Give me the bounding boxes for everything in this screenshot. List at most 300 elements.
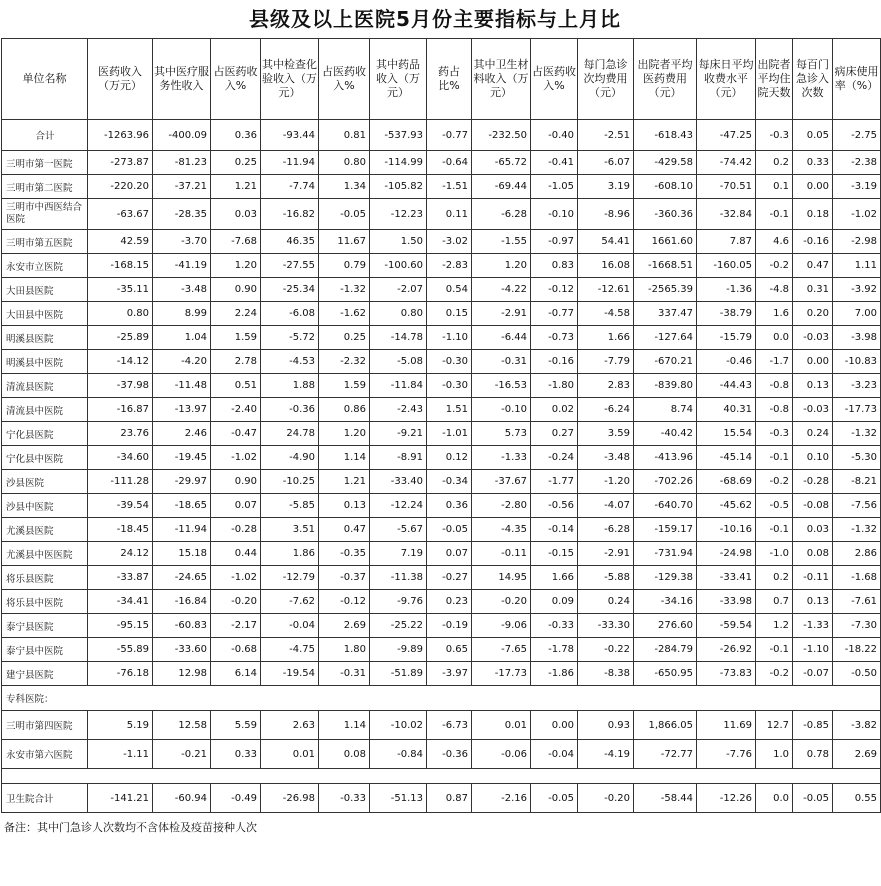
value-cell: -60.83 [153,614,211,638]
value-cell: -0.77 [531,302,578,326]
value-cell: 0.79 [319,254,370,278]
value-cell: -6.73 [427,711,472,740]
value-cell: -63.67 [88,199,153,230]
value-cell: -0.46 [697,350,756,374]
value-cell: 7.87 [697,230,756,254]
value-cell: -4.75 [261,638,319,662]
value-cell: 2.78 [211,350,261,374]
value-cell: -28.35 [153,199,211,230]
value-cell: 0.51 [211,374,261,398]
value-cell: -76.18 [88,662,153,686]
value-cell: -33.60 [153,638,211,662]
value-cell: -8.96 [578,199,634,230]
value-cell: -25.34 [261,278,319,302]
value-cell: 0.00 [793,350,833,374]
table-row [2,446,881,470]
value-cell: 0.47 [793,254,833,278]
column-header: 医药收入（万元） [88,39,153,120]
value-cell: -13.97 [153,398,211,422]
unit-name-cell: 将乐县医院 [2,566,88,590]
value-cell: 0.87 [427,784,472,813]
value-cell: -2.91 [472,302,531,326]
value-cell: 0.65 [427,638,472,662]
value-cell: -15.79 [697,326,756,350]
value-cell: 8.99 [153,302,211,326]
value-cell: -1.86 [531,662,578,686]
value-cell: 0.03 [793,518,833,542]
table-row [2,230,881,254]
value-cell: 0.7 [756,590,793,614]
value-cell: -12.61 [578,278,634,302]
value-cell: -640.70 [634,494,697,518]
value-cell: 1.50 [370,230,427,254]
value-cell: -34.16 [634,590,697,614]
table-row [2,518,881,542]
value-cell: -2.51 [578,120,634,151]
value-cell: 0.90 [211,278,261,302]
column-header: 出院者平均医药费用（元） [634,39,697,120]
value-cell: 1.59 [211,326,261,350]
value-cell: 0.23 [427,590,472,614]
value-cell: -105.82 [370,175,427,199]
value-cell: -1668.51 [634,254,697,278]
value-cell: 0.33 [211,740,261,769]
value-cell: -11.38 [370,566,427,590]
table-title: 县级及以上医院5月份主要指标与上月比 [249,7,621,31]
value-cell: 2.24 [211,302,261,326]
unit-name-cell: 尤溪县中医医院 [2,542,88,566]
value-cell: -0.11 [793,566,833,590]
table-row [2,566,881,590]
value-cell: 0.0 [756,784,793,813]
value-cell: 1.04 [153,326,211,350]
value-cell: 5.59 [211,711,261,740]
value-cell: -26.92 [697,638,756,662]
value-cell: -1.02 [211,446,261,470]
value-cell: -127.64 [634,326,697,350]
table-row [2,398,881,422]
value-cell: -7.65 [472,638,531,662]
column-header: 其中药品收入（万元） [370,39,427,120]
column-header: 其中卫生材料收入（万元） [472,39,531,120]
value-cell: -0.20 [472,590,531,614]
value-cell: -0.1 [756,638,793,662]
value-cell: -0.97 [531,230,578,254]
value-cell: 0.27 [531,422,578,446]
value-cell: -33.98 [697,590,756,614]
table-row [2,175,881,199]
value-cell: 12.7 [756,711,793,740]
unit-name-cell: 大田县医院 [2,278,88,302]
value-cell: -0.16 [793,230,833,254]
value-cell: 0.02 [531,398,578,422]
value-cell: -11.94 [153,518,211,542]
value-cell: 7.00 [833,302,881,326]
value-cell: -0.85 [793,711,833,740]
value-cell: -4.90 [261,446,319,470]
value-cell: 0.09 [531,590,578,614]
value-cell: -129.38 [634,566,697,590]
value-cell: -1263.96 [88,120,153,151]
value-cell: -33.87 [88,566,153,590]
value-cell: 0.25 [319,326,370,350]
value-cell: -0.30 [427,350,472,374]
value-cell: 0.80 [370,302,427,326]
value-cell: 0.81 [319,120,370,151]
value-cell: -74.42 [697,151,756,175]
value-cell: -18.22 [833,638,881,662]
value-cell: -1.10 [427,326,472,350]
value-cell: 0.1 [756,175,793,199]
value-cell: -1.33 [793,614,833,638]
value-cell: -0.1 [756,199,793,230]
value-cell: -6.08 [261,302,319,326]
value-cell: -65.72 [472,151,531,175]
value-cell: 46.35 [261,230,319,254]
table-row [2,374,881,398]
section-label-row [2,686,881,711]
value-cell: 42.59 [88,230,153,254]
value-cell: 0.08 [793,542,833,566]
value-cell: -1.02 [833,199,881,230]
table-row [2,151,881,175]
value-cell: -2.75 [833,120,881,151]
value-cell: -731.94 [634,542,697,566]
unit-name-cell: 泰宁县中医院 [2,638,88,662]
value-cell: 3.51 [261,518,319,542]
value-cell: 0.00 [531,711,578,740]
value-cell: 0.0 [756,326,793,350]
value-cell: 7.19 [370,542,427,566]
value-cell: -0.20 [578,784,634,813]
value-cell: -1.62 [319,302,370,326]
value-cell: -3.19 [833,175,881,199]
column-header: 占医药收入% [531,39,578,120]
value-cell: -16.53 [472,374,531,398]
value-cell: -284.79 [634,638,697,662]
value-cell: -3.23 [833,374,881,398]
value-cell: -4.22 [472,278,531,302]
total-row [2,120,881,151]
value-cell: -37.98 [88,374,153,398]
value-cell: 0.86 [319,398,370,422]
value-cell: -2.38 [833,151,881,175]
value-cell: -33.41 [697,566,756,590]
value-cell: -58.44 [634,784,697,813]
value-cell: -59.54 [697,614,756,638]
value-cell: -27.55 [261,254,319,278]
value-cell: 0.13 [793,590,833,614]
unit-name-cell: 三明市中西医结合医院 [2,199,88,230]
value-cell: -1.32 [833,518,881,542]
value-cell: -0.2 [756,470,793,494]
value-cell: 0.10 [793,446,833,470]
value-cell: -93.44 [261,120,319,151]
value-cell: -70.51 [697,175,756,199]
value-cell: -29.97 [153,470,211,494]
spacer [2,769,881,784]
value-cell: -11.94 [261,151,319,175]
value-cell: -37.67 [472,470,531,494]
value-cell: -12.24 [370,494,427,518]
value-cell: -4.58 [578,302,634,326]
column-header: 每门急诊次均费用（元） [578,39,634,120]
value-cell: -33.30 [578,614,634,638]
value-cell: 11.69 [697,711,756,740]
value-cell: 0.18 [793,199,833,230]
value-cell: -0.12 [531,278,578,302]
value-cell: 14.95 [472,566,531,590]
value-cell: -3.02 [427,230,472,254]
column-header: 出院者平均住院天数 [756,39,793,120]
value-cell: -0.07 [793,662,833,686]
value-cell: -14.78 [370,326,427,350]
value-cell: -0.1 [756,518,793,542]
value-cell: -51.13 [370,784,427,813]
value-cell: -0.33 [319,784,370,813]
value-cell: -0.3 [756,120,793,151]
value-cell: -168.15 [88,254,153,278]
value-cell: 2.83 [578,374,634,398]
value-cell: 1.11 [833,254,881,278]
table-row [2,302,881,326]
value-cell: -12.26 [697,784,756,813]
value-cell: 1.14 [319,711,370,740]
value-cell: -33.40 [370,470,427,494]
value-cell: -608.10 [634,175,697,199]
value-cell: -5.67 [370,518,427,542]
value-cell: -0.50 [833,662,881,686]
unit-name-cell: 三明市第五医院 [2,230,88,254]
value-cell: -2.43 [370,398,427,422]
unit-name-cell: 宁化县医院 [2,422,88,446]
value-cell: -0.1 [756,446,793,470]
value-cell: -0.64 [427,151,472,175]
value-cell: -1.55 [472,230,531,254]
value-cell: 1.34 [319,175,370,199]
value-cell: 1.66 [531,566,578,590]
value-cell: 1.88 [261,374,319,398]
value-cell: 8.74 [634,398,697,422]
value-cell: 15.18 [153,542,211,566]
value-cell: -650.95 [634,662,697,686]
value-cell: -670.21 [634,350,697,374]
value-cell: -0.05 [427,518,472,542]
value-cell: -0.04 [531,740,578,769]
table-row [2,740,881,769]
unit-name-cell: 宁化县中医院 [2,446,88,470]
value-cell: 2.69 [833,740,881,769]
value-cell: 0.03 [211,199,261,230]
value-cell: -2.17 [211,614,261,638]
value-cell: 0.78 [793,740,833,769]
value-cell: -0.84 [370,740,427,769]
column-header: 每百门急诊入次数 [793,39,833,120]
unit-name-cell: 建宁县医院 [2,662,88,686]
value-cell: 16.08 [578,254,634,278]
value-cell: -7.74 [261,175,319,199]
value-cell: 0.80 [319,151,370,175]
value-cell: -1.01 [427,422,472,446]
value-cell: -0.27 [427,566,472,590]
value-cell: -73.83 [697,662,756,686]
value-cell: -273.87 [88,151,153,175]
value-cell: -0.28 [793,470,833,494]
value-cell: 0.93 [578,711,634,740]
value-cell: 1.86 [261,542,319,566]
value-cell: -9.06 [472,614,531,638]
value-cell: -0.49 [211,784,261,813]
table-row [2,326,881,350]
value-cell: -1.10 [793,638,833,662]
value-cell: 0.2 [756,151,793,175]
column-header: 药占比% [427,39,472,120]
value-cell: -2.40 [211,398,261,422]
value-cell: -9.21 [370,422,427,446]
value-cell: 0.54 [427,278,472,302]
value-cell: 1.51 [427,398,472,422]
value-cell: -39.54 [88,494,153,518]
value-cell: 2.63 [261,711,319,740]
value-cell: 6.14 [211,662,261,686]
value-cell: 1.20 [319,422,370,446]
value-cell: -1.33 [472,446,531,470]
table-row [2,590,881,614]
value-cell: 1.66 [578,326,634,350]
unit-name-cell: 明溪县中医院 [2,350,88,374]
value-cell: 3.59 [578,422,634,446]
value-cell: -3.92 [833,278,881,302]
value-cell: -1.20 [578,470,634,494]
value-cell: 1.59 [319,374,370,398]
value-cell: -10.25 [261,470,319,494]
value-cell: -537.93 [370,120,427,151]
value-cell: 1.20 [472,254,531,278]
value-cell: -3.70 [153,230,211,254]
value-cell: -3.48 [578,446,634,470]
value-cell: 0.36 [427,494,472,518]
health-total-row [2,784,881,813]
value-cell: -0.04 [261,614,319,638]
value-cell: -5.30 [833,446,881,470]
value-cell: -60.94 [153,784,211,813]
value-cell: -41.19 [153,254,211,278]
value-cell: -7.68 [211,230,261,254]
value-cell: 24.78 [261,422,319,446]
value-cell: -0.5 [756,494,793,518]
unit-name-cell: 清流县医院 [2,374,88,398]
table-row [2,278,881,302]
value-cell: 0.25 [211,151,261,175]
value-cell: 12.58 [153,711,211,740]
value-cell: 4.6 [756,230,793,254]
value-cell: 0.11 [427,199,472,230]
value-cell: 1.2 [756,614,793,638]
value-cell: -6.44 [472,326,531,350]
value-cell: -400.09 [153,120,211,151]
value-cell: 1.20 [211,254,261,278]
value-cell: -413.96 [634,446,697,470]
value-cell: -2.07 [370,278,427,302]
column-header: 病床使用率（%） [833,39,881,120]
unit-name-cell: 三明市第四医院 [2,711,88,740]
table-row [2,470,881,494]
value-cell: -114.99 [370,151,427,175]
unit-name-cell: 沙县医院 [2,470,88,494]
value-cell: -0.34 [427,470,472,494]
table-row [2,494,881,518]
value-cell: -1.02 [211,566,261,590]
value-cell: 0.20 [793,302,833,326]
column-header: 单位名称 [2,39,88,120]
value-cell: 1,866.05 [634,711,697,740]
value-cell: -18.45 [88,518,153,542]
value-cell: -141.21 [88,784,153,813]
table-row [2,199,881,230]
value-cell: -0.20 [211,590,261,614]
value-cell: -40.42 [634,422,697,446]
value-cell: 0.07 [427,542,472,566]
unit-name-cell: 将乐县中医院 [2,590,88,614]
value-cell: -111.28 [88,470,153,494]
unit-name-cell: 三明市第一医院 [2,151,88,175]
value-cell: 12.98 [153,662,211,686]
value-cell: -232.50 [472,120,531,151]
value-cell: -9.89 [370,638,427,662]
value-cell: 0.01 [261,740,319,769]
value-cell: 11.67 [319,230,370,254]
value-cell: -0.06 [472,740,531,769]
value-cell: -160.05 [697,254,756,278]
value-cell: -1.80 [531,374,578,398]
value-cell: -0.11 [472,542,531,566]
value-cell: -6.28 [578,518,634,542]
value-cell: -0.47 [211,422,261,446]
value-cell: -1.05 [531,175,578,199]
footnote: 备注：其中门急诊人次数均不含体检及疫苗接种人次 [4,821,257,834]
value-cell: 0.47 [319,518,370,542]
unit-name-cell: 泰宁县医院 [2,614,88,638]
value-cell: 337.47 [634,302,697,326]
value-cell: -32.84 [697,199,756,230]
value-cell: -6.07 [578,151,634,175]
value-cell: 0.01 [472,711,531,740]
value-cell: 1.21 [211,175,261,199]
value-cell: 0.07 [211,494,261,518]
value-cell: -1.36 [697,278,756,302]
value-cell: -44.43 [697,374,756,398]
value-cell: -7.56 [833,494,881,518]
value-cell: -1.32 [319,278,370,302]
value-cell: 15.54 [697,422,756,446]
value-cell: 276.60 [634,614,697,638]
value-cell: -25.89 [88,326,153,350]
value-cell: -0.37 [319,566,370,590]
value-cell: -2.98 [833,230,881,254]
value-cell: 3.19 [578,175,634,199]
value-cell: -12.23 [370,199,427,230]
value-cell: -0.68 [211,638,261,662]
value-cell: -6.24 [578,398,634,422]
value-cell: -3.82 [833,711,881,740]
value-cell: -0.05 [793,784,833,813]
value-cell: -8.38 [578,662,634,686]
value-cell: -2.16 [472,784,531,813]
value-cell: 24.12 [88,542,153,566]
value-cell: -4.20 [153,350,211,374]
value-cell: -12.79 [261,566,319,590]
value-cell: -3.97 [427,662,472,686]
